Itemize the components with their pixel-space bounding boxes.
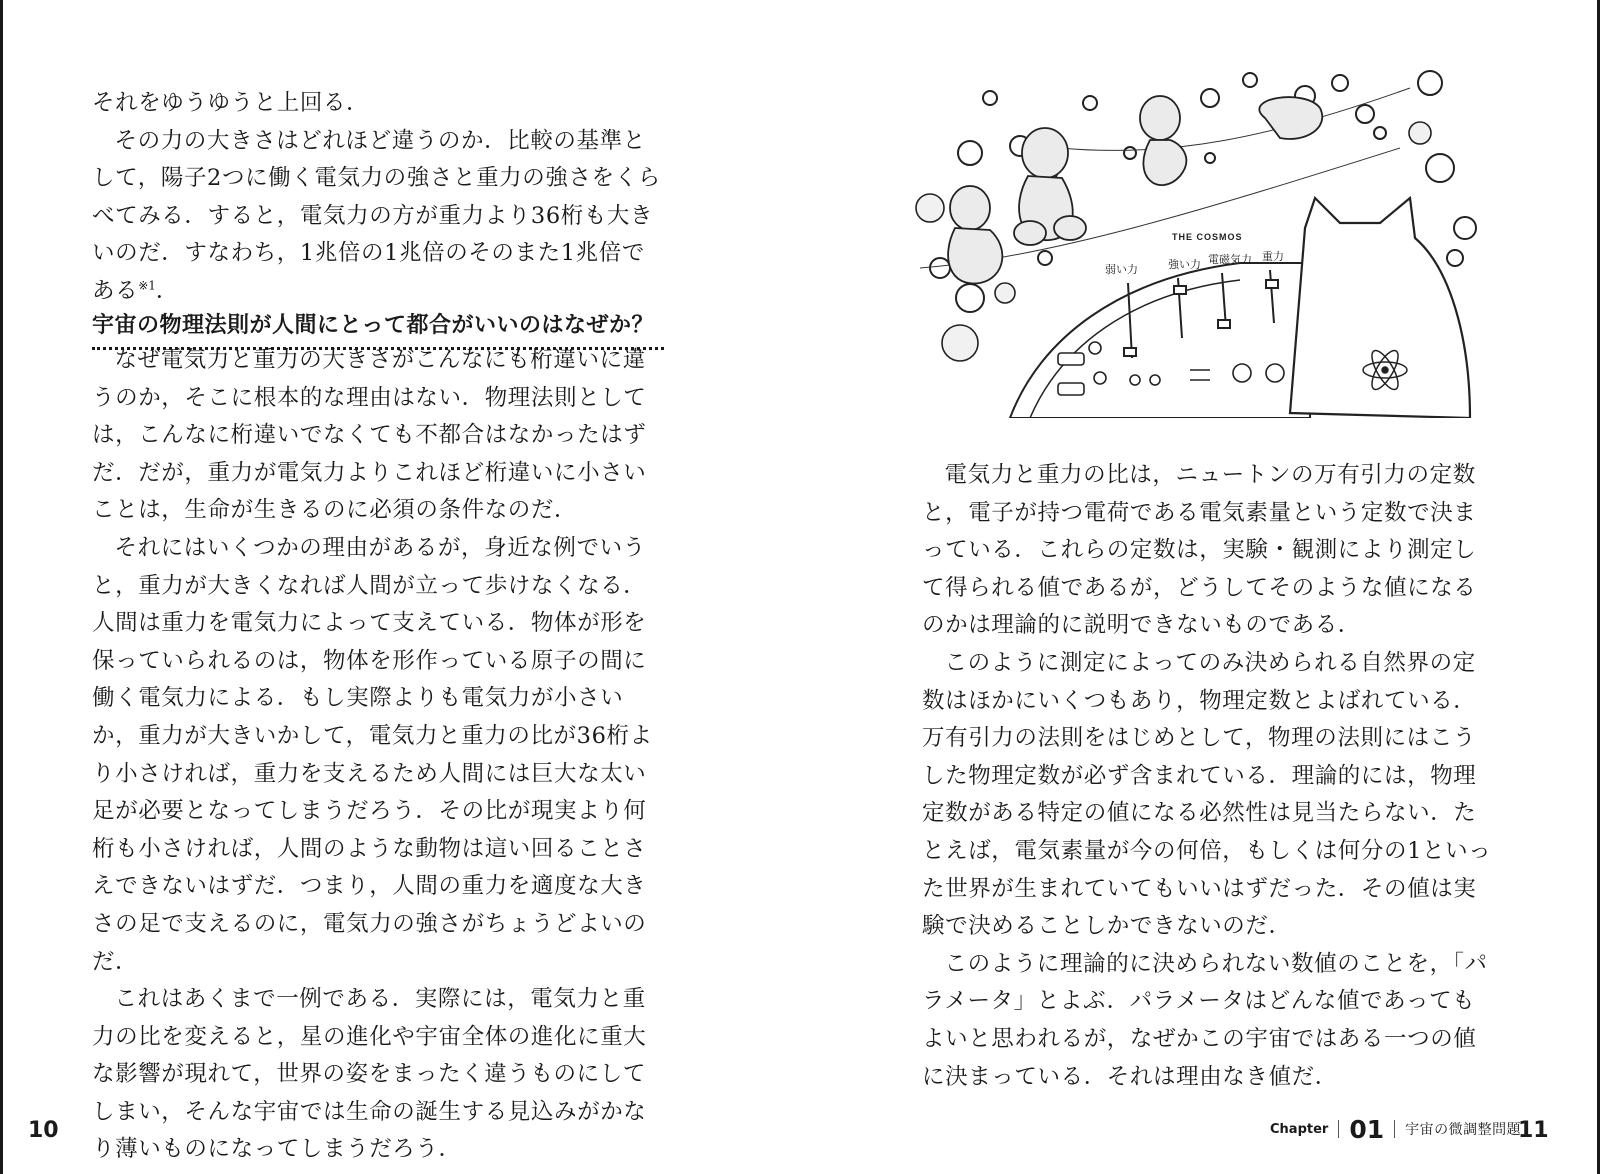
slider-label: 電磁気力 [1208, 253, 1252, 266]
paragraph-tail: ． [155, 277, 180, 304]
left-text-block-top [92, 85, 664, 311]
paragraph: 電気力と重力の比は，ニュートンの万有引力の定数と，電子が持つ電荷である電気素量という定数で決まっている．これらの定数は，実験・観測により測定して得られる値であるが，どうしてそのような値になるのかは理論的に説明できないものである． [922, 462, 1477, 639]
paragraph: それにはいくつかの理由があるが，身近な例でいうと，重力が大きくなれば人間が立って歩けなくなる．人間は重力を電気力によって支えている．物体が形を保っていられるのは，物体を形作っている原子の間に働く電気力による．もし実際よりも電気力が小さいか，重力が大きいかして，電気力と重力の比が36桁より小さければ，重力を支えるため人間には巨大な太い足が必要となってしまうだろう．その比が現実より何桁も小さければ，人間のような動物は這い回ることさえできないはずだ．つまり，人間の重力を適度な大きさの足で支えるのに，電気力の強さがちょうどよいのだ． [92, 534, 653, 975]
slider-label: 重力 [1262, 250, 1284, 263]
paragraph: このように理論的に決められない数値のことを，「パラメータ」とよぶ．パラメータはどんな値であってもよいと思われるが，なぜかこの宇宙ではある一つの値に決まっている．それは理由なき値だ． [922, 950, 1488, 1090]
right-page [800, 0, 1600, 1174]
paragraph [92, 123, 664, 311]
page-edge-left [0, 0, 3, 1174]
footnote-marker[interactable]: ※1 [138, 278, 156, 293]
right-text-block [922, 457, 1494, 1096]
left-text-block-bottom [92, 342, 664, 1169]
chapter-label: Chapter [1270, 1121, 1329, 1137]
panel-title: THE COSMOS [1172, 232, 1243, 242]
slider-label: 強い力 [1168, 258, 1201, 271]
slider-label: 弱い力 [1105, 263, 1138, 276]
page-number-right: 11 [1518, 1118, 1549, 1143]
page-number-left: 10 [28, 1118, 59, 1143]
paragraph: なぜ電気力と重力の大きさがこんなにも桁違いに違うのか，そこに根本的な理由はない．物理法則としては，こんなに桁違いでなくても不都合はなかったはずだ．だが，重力が電気力よりこれほど桁違いに小さいことは，生命が生きるのに必須の条件なのだ． [92, 347, 647, 524]
section-heading: 宇宙の物理法則が人間にとって都合がいいのはなぜか？ [92, 308, 664, 350]
paragraph: これはあくまで一例である．実際には，電気力と重力の比を変えると，星の進化や宇宙全体の進化に重大な影響が現れて，世界の姿をまったく違うものにしてしまい，そんな宇宙では生命の誕生する見込みがかなり薄いものになってしまうだろう． [92, 986, 647, 1163]
paragraph: このように測定によってのみ決められる自然界の定数はほかにいくつもあり，物理定数とよばれている．万有引力の法則をはじめとして，物理の法則にはこうした物理定数が必ず含まれている．理論的には，物理定数がある特定の値になる必然性は見当たらない．たとえば，電気素量が今の何倍，もしくは何分の1といった世界が生まれていてもいいはずだった．その値は実験で決めることしかできないのだ． [922, 649, 1492, 940]
running-footer [1270, 1114, 1521, 1144]
chapter-number: 01 [1349, 1114, 1385, 1144]
chapter-title: 宇宙の微調整問題 [1405, 1122, 1522, 1138]
footer-divider [1338, 1120, 1339, 1138]
footer-divider [1394, 1120, 1395, 1138]
cosmos-control-panel-illustration [910, 58, 1510, 418]
paragraph-text: その力の大きさはどれほど違うのか．比較の基準として，陽子2つに働く電気力の強さと重力の強さをくらべてみる．すると，電気力の方が重力より36桁も大きいのだ．すなわち，1兆倍の1兆倍のそのまた1兆倍である [92, 127, 661, 304]
paragraph: それをゆうゆうと上回る． [92, 90, 370, 116]
